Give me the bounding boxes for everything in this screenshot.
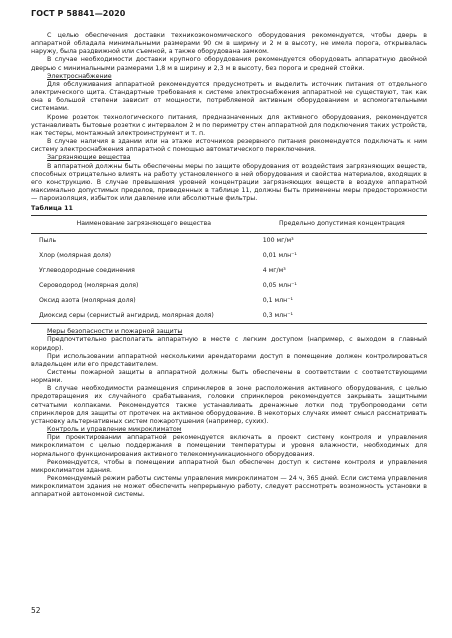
table-row	[31, 293, 427, 308]
section-heading: Электроснабжение	[47, 72, 112, 80]
paragraph: В аппаратной должны быть обеспечены меры по защите оборудования от воздействия загрязняющих веществ, способных отрицательно влиять на работу установленного в ней оборудования и свойства материалов, входящих в его конструкцию. В случае превышения уровней концентрации загрязняющих веществ в воздухе аппаратной максимально допустимых пределов, приведенных в таблице 11, должны быть применены меры предосторожности — пароизоляция, избыток или давление или абсолютные фильтры.	[31, 162, 427, 203]
paragraph: Рекомендуется, чтобы в помещении аппаратной был обеспечен доступ к системе контроля и управления микроклиматом здания.	[31, 458, 427, 474]
paragraph: В случае необходимости доставки крупного оборудования рекомендуется оборудовать аппаратную двойной дверью с минимальными размерами 1,8 м в ширину и 2,3 м в высоту, без порога и средней стойки.	[31, 56, 427, 72]
table-cell: Диоксид серы (сернистый ангидрид, молярная доля)	[31, 308, 257, 323]
table-row	[31, 263, 427, 278]
table-cell: Углеводородные соединения	[39, 266, 135, 274]
table-cell: Хлор (молярная доля)	[39, 251, 112, 259]
section-heading: Загрязняющие вещества	[47, 154, 131, 162]
section-heading: Меры безопасности и пожарной защиты	[47, 328, 183, 336]
paragraph: Предпочтительно располагать аппаратную в месте с легким доступом (например, с выходом в главный коридор).	[31, 336, 427, 352]
table-cell: 100 мг/м³	[262, 236, 294, 244]
table-row	[31, 233, 427, 248]
page-number: 52	[31, 606, 41, 615]
table-cell: 0,01 млн⁻¹	[262, 251, 297, 259]
table-cell: 0,3 млн⁻¹	[257, 308, 427, 323]
paragraph: Системы пожарной защиты в аппаратной должны быть обеспечены в соответствии с соответствующими нормами.	[31, 369, 427, 385]
paragraph: Для обслуживания аппаратной рекомендуется предусмотреть и выделить источник питания от отдельного электрического щита. Стандартные требования к системе электроснабжения аппаратной не существуют, так как она в большой степени зависит от мощности, потребляемой активным оборудованием и вспомогательными системами.	[31, 80, 427, 113]
table-cell: 0,1 млн⁻¹	[262, 296, 293, 304]
table-row	[31, 278, 427, 293]
pollutants-table	[31, 215, 427, 324]
paragraph: В случае необходимости размещения спринклеров в зоне расположения активного оборудования, с целью предотвращения их случайного срабатывания, головки спринклеров рекомендуется закрывать защитными сетчатыми колпаками. Рекомендуется также устанавливать дренажные лотки под трубопроводами сети спринклеров для защиты от протечек на активное оборудование. В некоторых случаях имеет смысл рассматривать установку альтернативных систем пожаротушения (например, сухих).	[31, 385, 427, 425]
table-cell: Сероводород (молярная доля)	[39, 281, 139, 289]
table-cell: Пыль	[39, 236, 57, 244]
table-caption: Таблица 11	[31, 205, 73, 213]
paragraph: При проектировании аппаратной рекомендуется включать в проект систему контроля и управления микроклиматом с целью поддержания в помещении температуры и уровня влажности, необходимых для нормального функционирования активного телекоммуникационного оборудования.	[31, 434, 427, 458]
table-cell: 0,05 млн⁻¹	[262, 281, 297, 289]
paragraph: Рекомендуемый режим работы системы управления микроклиматом — 24 ч, 365 дней. Если система управления микроклиматом здания не может обеспечить непрерывную работу, следует рассмотреть возможность установки в аппаратной автономной системы.	[31, 475, 427, 499]
paragraph: С целью обеспечения доставки техникоэкономического оборудования рекомендуется, чтобы дверь в аппаратной обладала минимальными размерами 90 см в ширину и 2 м в высоту, не имела порога, открывалась наружу, была раздвижной или съемной, а также оборудована замком.	[31, 32, 427, 56]
paragraph: В случае наличия в здании или на этаже источников резервного питания рекомендуется подключать к ним систему электроснабжения аппаратной с помощью автоматического переключения.	[31, 138, 427, 154]
section-heading: Контроль и управление микроклиматом	[47, 426, 182, 434]
table-cell: Оксид азота (молярная доля)	[39, 296, 136, 304]
table-cell: 4 мг/м³	[262, 266, 286, 274]
paragraph: При использовании аппаратной несколькими арендаторами доступ в помещение должен контролироваться владельцем или его представителем.	[31, 352, 427, 368]
table-header-row	[31, 216, 427, 233]
table-row	[31, 249, 427, 264]
document-body	[31, 32, 427, 500]
table-row	[31, 308, 427, 323]
paragraph: Кроме розеток технологического питания, предназначенных для активного оборудования, рекомендуется устанавливать бытовые розетки с интервалом 2 м по периметру стен аппаратной для подключения таких устройств, как тестеры, монтажный электроинструмент и т. п.	[31, 113, 427, 137]
column-header: Предельно допустимая концентрация	[257, 216, 427, 233]
running-header: ГОСТ Р 58841—2020	[31, 9, 126, 18]
column-header: Наименование загрязняющего вещества	[31, 216, 257, 233]
